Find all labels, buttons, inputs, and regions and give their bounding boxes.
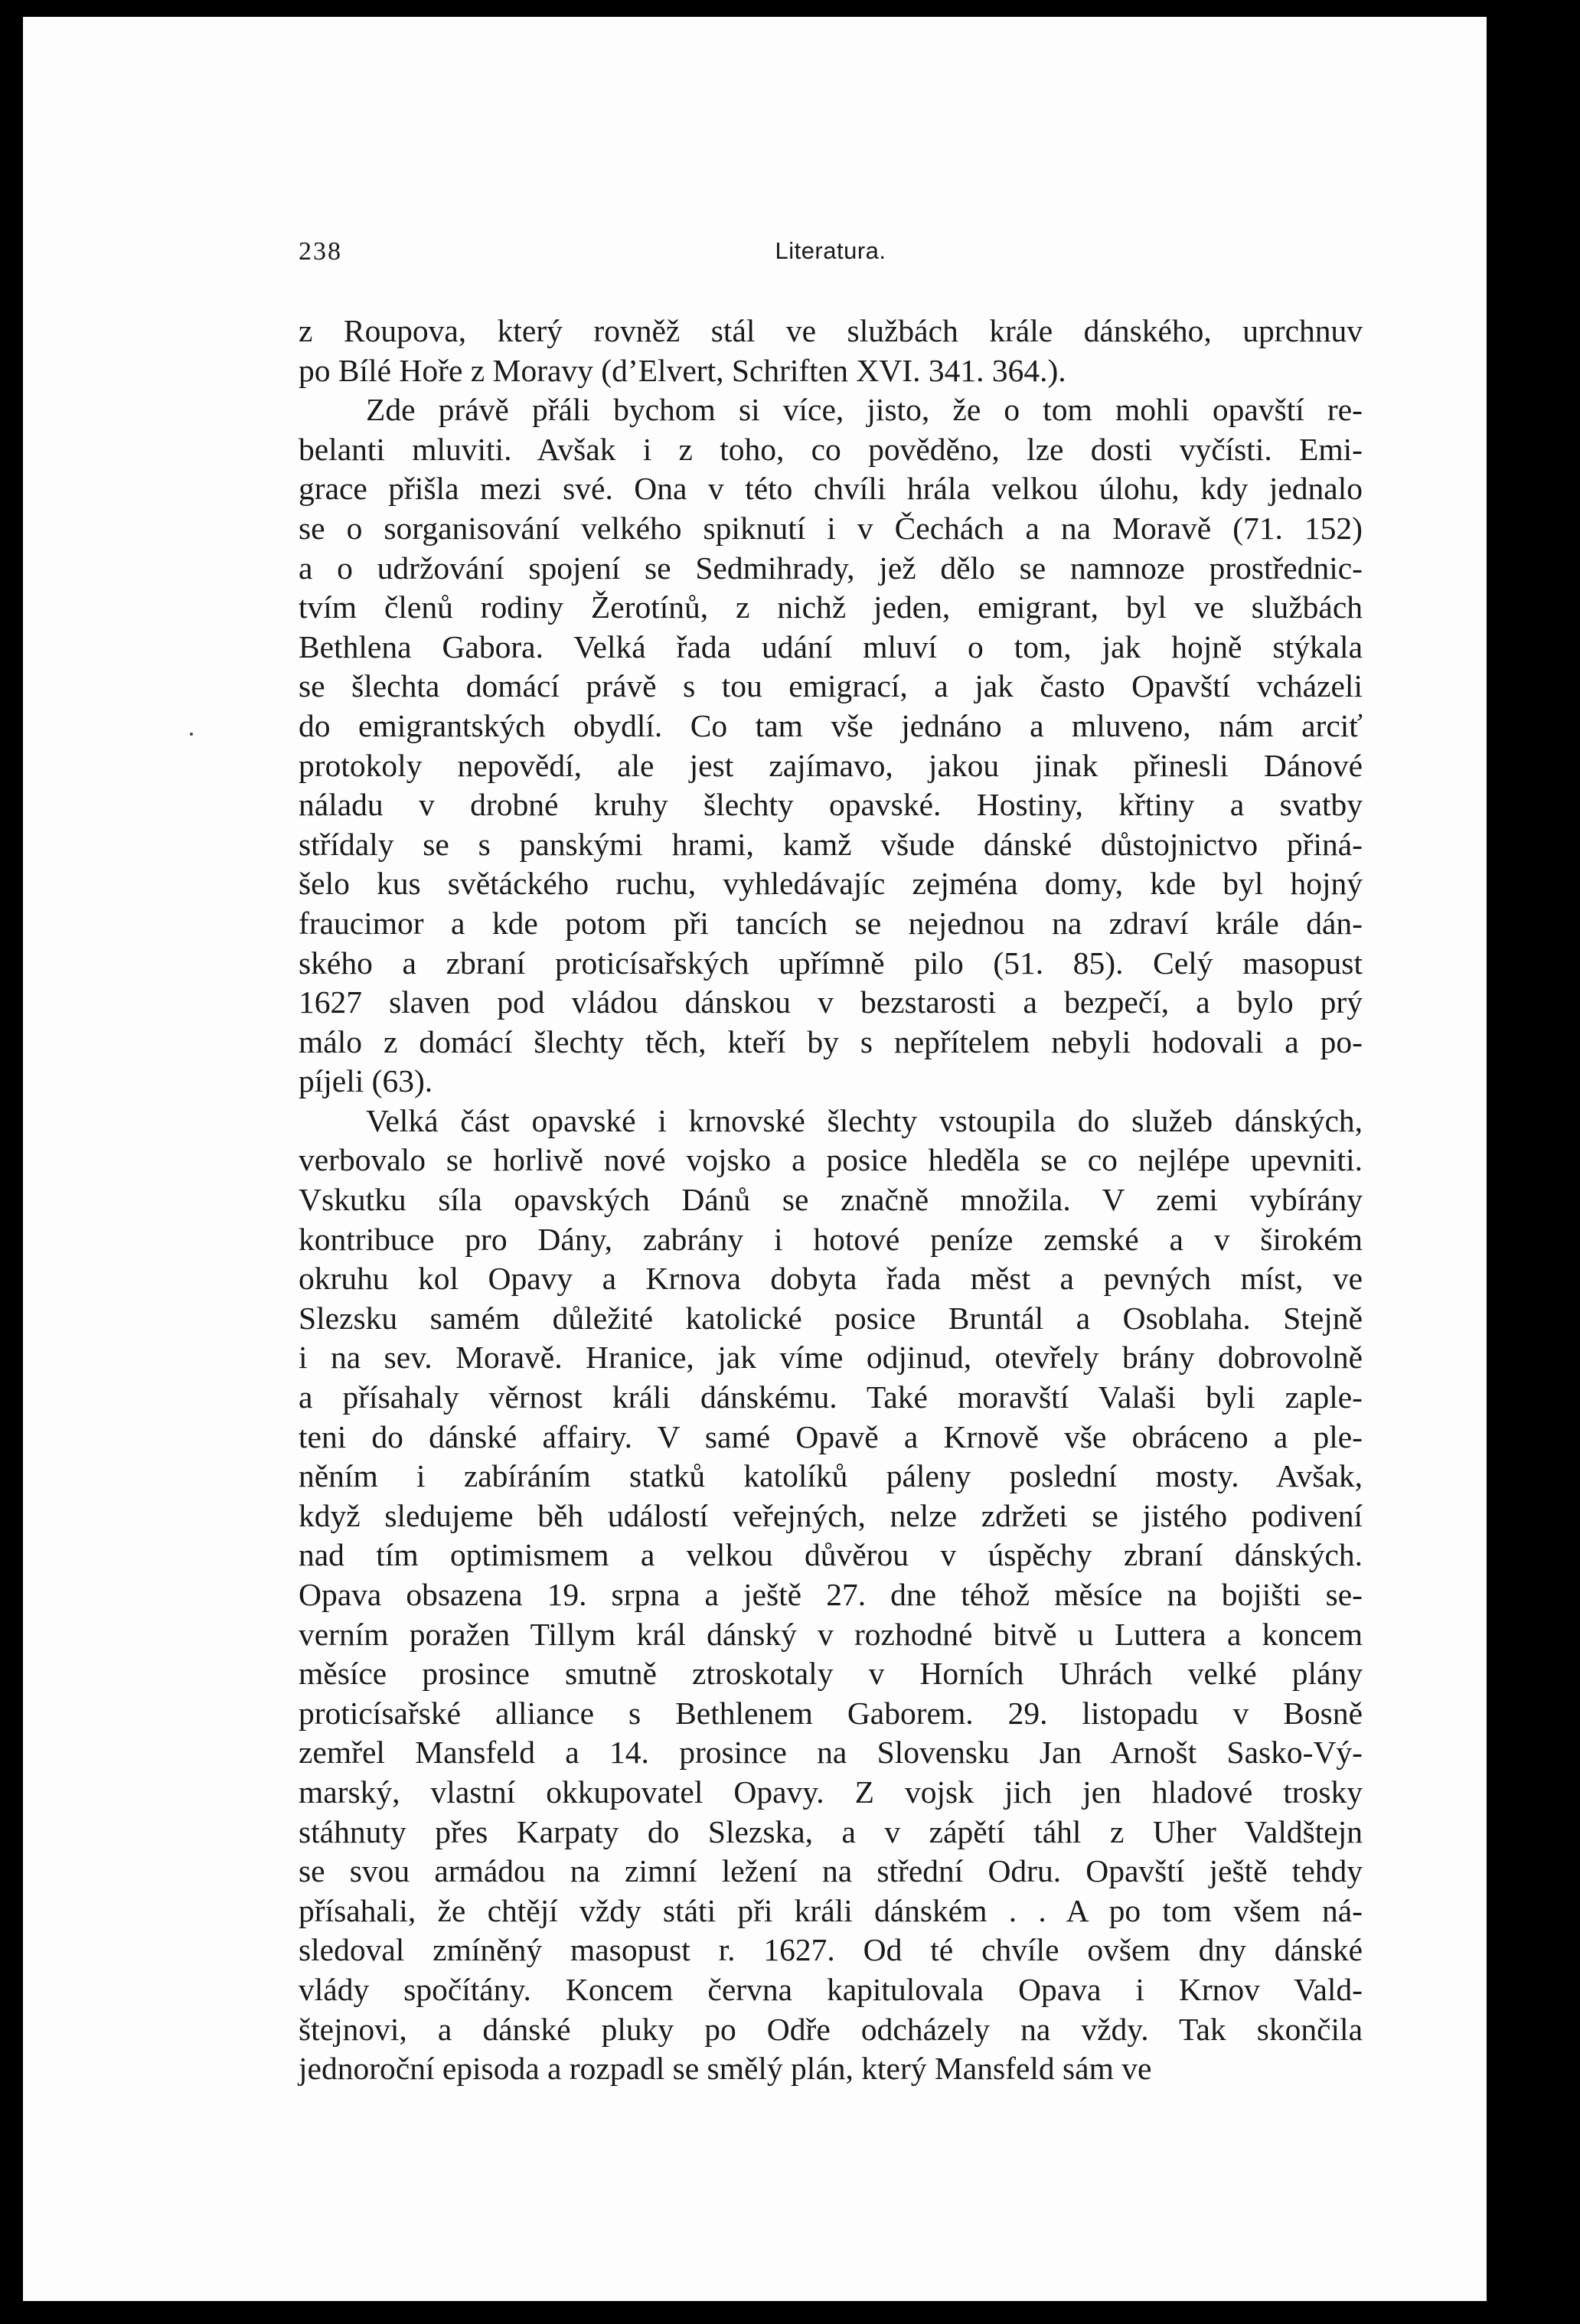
paragraph xyxy=(299,390,1363,1102)
text-line: po Bílé Hoře z Moravy (d’Elvert, Schriften XVI. 341. 364.). xyxy=(299,352,1066,388)
text-line: přísahali, že chtějí vždy státi při králi dánském . . A po tom všem ná- xyxy=(299,1892,1363,1928)
text-line: belanti mluviti. Avšak i z toho, co pověděno, lze dosti vyčísti. Emi- xyxy=(299,431,1363,467)
text-line: Slezsku samém důležité katolické posice Bruntál a Osoblaha. Stejně xyxy=(299,1300,1363,1336)
text-line: málo z domácí šlechty těch, kteří by s nepřítelem nebyli hodovali a po- xyxy=(299,1023,1363,1059)
text-line: se svou armádou na zimní ležení na střední Odru. Opavští ještě tehdy xyxy=(299,1853,1363,1889)
text-line: štejnovi, a dánské pluky po Odře odcházely na vždy. Tak skončila xyxy=(299,2011,1363,2047)
text-line: střídaly se s panskými hrami, kamž všude dánské důstojnictvo přiná- xyxy=(299,826,1363,862)
text-line: se o sorganisování velkého spiknutí i v Čechách a na Moravě (71. 152) xyxy=(299,510,1363,546)
body-text xyxy=(299,312,1363,2089)
text-line: do emigrantských obydlí. Co tam vše jednáno a mluveno, nám arciť xyxy=(299,707,1363,743)
paragraph xyxy=(299,1102,1363,2089)
text-line: tvím členů rodiny Žerotínů, z nichž jeden, emigrant, byl ve službách xyxy=(299,589,1363,625)
text-line: proticísařské alliance s Bethlenem Gaborem. 29. listopadu v Bosně xyxy=(299,1695,1363,1731)
text-line: nad tím optimismem a velkou důvěrou v úspěchy zbraní dánských. xyxy=(299,1537,1363,1573)
text-line: a o udržování spojení se Sedmihrady, jež dělo se namnoze prostřednic- xyxy=(299,550,1363,586)
text-line: Opava obsazena 19. srpna a ještě 27. dne téhož měsíce na bojišti se- xyxy=(299,1577,1363,1612)
text-line: marský, vlastní okkupovatel Opavy. Z vojsk jich jen hladové trosky xyxy=(299,1774,1363,1810)
text-line: měsíce prosince smutně ztroskotaly v Horních Uhrách velké plány xyxy=(299,1656,1363,1692)
text-line: píjeli (63). xyxy=(299,1063,433,1099)
text-line: i na sev. Moravě. Hranice, jak víme odjinud, otevřely brány dobrovolně xyxy=(299,1340,1363,1376)
text-line: něním i zabíráním statků katolíků páleny poslední mosty. Avšak, xyxy=(299,1458,1363,1494)
scan-speck xyxy=(190,733,193,736)
text-line: zemřel Mansfeld a 14. prosince na Slovensku Jan Arnošt Sasko-Vý- xyxy=(299,1735,1363,1771)
text-line: jednoroční episoda a rozpadl se smělý plán, který Mansfeld sám ve xyxy=(299,2051,1152,2087)
text-line: náladu v drobné kruhy šlechty opavské. Hostiny, křtiny a svatby xyxy=(299,787,1363,823)
text-line: a přísahaly věrnost králi dánskému. Také moravští Valaši byli zaple- xyxy=(299,1379,1363,1415)
text-line: Velká část opavské i krnovské šlechty vstoupila do služeb dánských, xyxy=(366,1102,1363,1138)
text-line: Zde právě přáli bychom si více, jisto, že o tom mohli opavští re- xyxy=(366,392,1363,428)
text-line: 1627 slaven pod vládou dánskou v bezstarosti a bezpečí, a bylo prý xyxy=(299,984,1363,1020)
text-line: vlády spočítány. Koncem června kapitulovala Opava i Krnov Vald- xyxy=(299,1971,1363,2007)
text-line: verbovalo se horlivě nové vojsko a posice hleděla se co nejlépe upevniti. xyxy=(299,1142,1363,1178)
text-line: se šlechta domácí právě s tou emigrací, a jak často Opavští vcházeli xyxy=(299,668,1363,704)
text-line: verním poražen Tillym král dánský v rozhodné bitvě u Luttera a koncem xyxy=(299,1616,1363,1652)
text-line: Bethlena Gabora. Velká řada udání mluví o tom, jak hojně stýkala xyxy=(299,628,1363,664)
page-header xyxy=(299,237,1363,276)
text-line: šelo kus světáckého ruchu, vyhledávajíc zejména domy, kde byl hojný xyxy=(299,866,1363,902)
text-line: z Roupova, který rovněž stál ve službách krále dánského, uprchnuv xyxy=(299,313,1363,348)
text-line: když sledujeme běh událostí veřejných, nelze zdržeti se jistého podivení xyxy=(299,1497,1363,1533)
book-page xyxy=(23,17,1487,2301)
text-line: okruhu kol Opavy a Krnova dobyta řada měst a pevných míst, ve xyxy=(299,1261,1363,1297)
paragraph xyxy=(299,312,1363,390)
text-line: Vskutku síla opavských Dánů se značně množila. V zemi vybírány xyxy=(299,1182,1363,1218)
text-line: teni do dánské affairy. V samé Opavě a Krnově vše obráceno a ple- xyxy=(299,1418,1363,1454)
text-line: stáhnuty přes Karpaty do Slezska, a v zápětí táhl z Uher Valdštejn xyxy=(299,1813,1363,1849)
running-title: Literatura. xyxy=(775,237,886,264)
text-line: protokoly nepovědí, ale jest zajímavo, jakou jinak přinesli Dánové xyxy=(299,747,1363,783)
text-line: fraucimor a kde potom při tancích se nejednou na zdraví krále dán- xyxy=(299,905,1363,941)
text-line: sledoval zmíněný masopust r. 1627. Od té chvíle ovšem dny dánské xyxy=(299,1932,1363,1968)
text-line: ského a zbraní proticísařských upřímně pilo (51. 85). Celý masopust xyxy=(299,945,1363,981)
page-number: 238 xyxy=(299,237,342,266)
text-line: kontribuce pro Dány, zabrány i hotové peníze zemské a v širokém xyxy=(299,1221,1363,1257)
text-line: grace přišla mezi své. Ona v této chvíli hrála velkou úlohu, kdy jednalo xyxy=(299,471,1363,507)
